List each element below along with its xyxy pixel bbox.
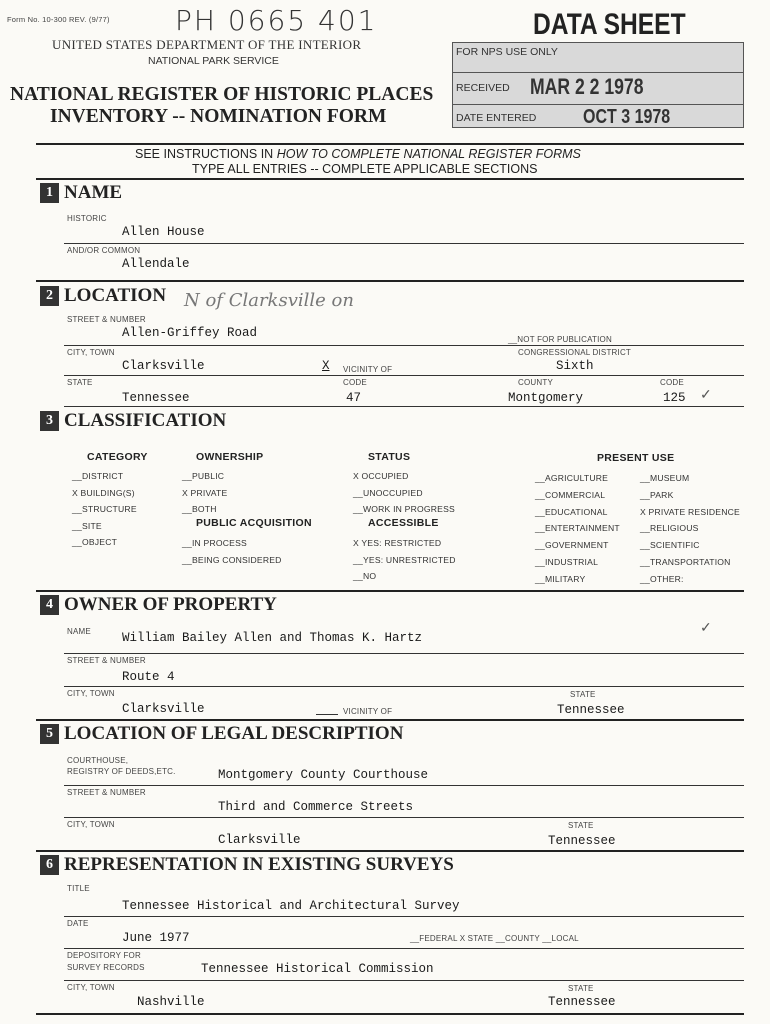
divider bbox=[36, 850, 744, 852]
received-label: RECEIVED bbox=[456, 82, 510, 94]
ownership-options bbox=[182, 468, 227, 518]
common-name-value: Allendale bbox=[122, 257, 190, 271]
instructions-line1: SEE INSTRUCTIONS IN HOW TO COMPLETE NATIONAL REGISTER FORMS bbox=[135, 147, 581, 161]
acquisition-heading: PUBLIC ACQUISITION bbox=[196, 517, 312, 529]
divider bbox=[36, 280, 744, 282]
option: __AGRICULTURE bbox=[535, 473, 609, 483]
status-heading: STATUS bbox=[368, 451, 411, 463]
survey-title-label: TITLE bbox=[67, 884, 90, 893]
county-value: Montgomery bbox=[508, 391, 584, 405]
city-value: Clarksville bbox=[122, 359, 205, 373]
state-code-value: 47 bbox=[346, 391, 362, 405]
date-entered-label: DATE ENTERED bbox=[456, 112, 537, 124]
street-label: STREET & NUMBER bbox=[67, 315, 146, 324]
divider bbox=[36, 1013, 744, 1015]
survey-state-label: STATE bbox=[568, 984, 594, 993]
divider bbox=[36, 143, 744, 145]
field-line bbox=[64, 916, 744, 917]
option: __MUSEUM bbox=[640, 473, 690, 483]
owner-name-value: William Bailey Allen and Thomas K. Hartz bbox=[122, 631, 423, 645]
common-name-label: AND/OR COMMON bbox=[67, 246, 141, 255]
courthouse-label-1: COURTHOUSE, bbox=[67, 756, 129, 765]
checkmark-icon: ✓ bbox=[700, 620, 712, 636]
owner-city-label: CITY, TOWN bbox=[67, 689, 115, 698]
state-label: STATE bbox=[67, 378, 93, 387]
option: __MILITARY bbox=[535, 573, 586, 584]
field-line bbox=[64, 653, 744, 654]
form-title-line2: INVENTORY -- NOMINATION FORM bbox=[50, 106, 387, 127]
historic-name-value: Allen House bbox=[122, 225, 205, 239]
option: __IN PROCESS bbox=[182, 538, 247, 548]
city-label: CITY, TOWN bbox=[67, 348, 115, 357]
option: __RELIGIOUS bbox=[640, 523, 699, 534]
acquisition-options bbox=[182, 535, 282, 568]
survey-levels: __FEDERAL X STATE __COUNTY __LOCAL bbox=[410, 934, 579, 943]
courthouse-label-2: REGISTRY OF DEEDS,ETC. bbox=[67, 767, 176, 776]
instructions-line2: TYPE ALL ENTRIES -- COMPLETE APPLICABLE SECTIONS bbox=[192, 162, 538, 176]
form-number: Form No. 10-300 REV. (9/77) bbox=[7, 15, 110, 24]
option: __NO bbox=[353, 571, 377, 581]
section-4-heading: 4 OWNER OF PROPERTY bbox=[40, 594, 277, 616]
nps-divider bbox=[452, 72, 744, 73]
option: X PRIVATE RESIDENCE bbox=[640, 506, 740, 517]
legal-city-label: CITY, TOWN bbox=[67, 820, 115, 829]
option: __BEING CONSIDERED bbox=[182, 554, 282, 565]
accessible-heading: ACCESSIBLE bbox=[368, 517, 439, 529]
historic-label: HISTORIC bbox=[67, 214, 107, 223]
owner-state-value: Tennessee bbox=[557, 703, 625, 717]
option: X PRIVATE bbox=[182, 487, 228, 498]
owner-street-label: STREET & NUMBER bbox=[67, 656, 146, 665]
option: X OCCUPIED bbox=[353, 471, 409, 481]
state-value: Tennessee bbox=[122, 391, 190, 405]
nps-divider bbox=[452, 104, 744, 105]
ownership-heading: OWNERSHIP bbox=[196, 451, 264, 463]
section-2-heading: 2 LOCATION bbox=[40, 285, 166, 307]
legal-street-label: STREET & NUMBER bbox=[67, 788, 146, 797]
congressional-value: Sixth bbox=[556, 359, 594, 373]
field-line bbox=[64, 345, 744, 346]
depository-label-1: DEPOSITORY FOR bbox=[67, 951, 141, 960]
option: __WORK IN PROGRESS bbox=[353, 504, 455, 514]
vicinity-mark: X bbox=[322, 359, 330, 373]
present-use-col1 bbox=[535, 470, 620, 588]
divider bbox=[36, 590, 744, 592]
section-6-heading: 6 REPRESENTATION IN EXISTING SURVEYS bbox=[40, 854, 454, 876]
accessible-options bbox=[353, 535, 456, 585]
survey-city-label: CITY, TOWN bbox=[67, 983, 115, 992]
department: UNITED STATES DEPARTMENT OF THE INTERIOR bbox=[52, 37, 362, 52]
vicinity-label: VICINITY OF bbox=[343, 365, 393, 374]
depository-label-2: SURVEY RECORDS bbox=[67, 963, 145, 972]
option: __EDUCATIONAL bbox=[535, 506, 608, 517]
street-value: Allen-Griffey Road bbox=[122, 326, 258, 340]
option: X YES: RESTRICTED bbox=[353, 538, 442, 548]
divider bbox=[36, 178, 744, 180]
option: __STRUCTURE bbox=[72, 504, 137, 514]
survey-state-value: Tennessee bbox=[548, 995, 616, 1009]
handwritten-note: N of Clarksville on bbox=[184, 290, 354, 311]
legal-city-value: Clarksville bbox=[218, 833, 301, 847]
survey-date-label: DATE bbox=[67, 919, 89, 928]
option: __INDUSTRIAL bbox=[535, 556, 599, 567]
field-line bbox=[64, 817, 744, 818]
option: __PUBLIC bbox=[182, 471, 225, 481]
section-5-heading: 5 LOCATION OF LEGAL DESCRIPTION bbox=[40, 723, 403, 745]
field-line bbox=[64, 375, 744, 376]
divider bbox=[36, 719, 744, 721]
category-heading: CATEGORY bbox=[87, 451, 148, 463]
owner-vicinity-label: VICINITY OF bbox=[343, 707, 393, 716]
option: __DISTRICT bbox=[72, 471, 124, 481]
option: __PARK bbox=[640, 489, 674, 500]
option: __OBJECT bbox=[72, 537, 118, 547]
owner-city-value: Clarksville bbox=[122, 702, 205, 716]
owner-state-label: STATE bbox=[570, 690, 596, 699]
congressional-label: CONGRESSIONAL DISTRICT bbox=[518, 348, 632, 357]
state-code-label: CODE bbox=[343, 378, 367, 387]
option: __ENTERTAINMENT bbox=[535, 523, 620, 534]
option: __UNOCCUPIED bbox=[353, 487, 423, 498]
county-code-value: 125 bbox=[663, 391, 686, 405]
option: __SITE bbox=[72, 520, 102, 531]
service: NATIONAL PARK SERVICE bbox=[148, 55, 279, 67]
field-line bbox=[64, 243, 744, 244]
field-line bbox=[64, 686, 744, 687]
present-use-col2 bbox=[640, 470, 740, 588]
option: __COMMERCIAL bbox=[535, 489, 606, 500]
option: __OTHER: bbox=[640, 573, 684, 584]
field-line bbox=[64, 785, 744, 786]
survey-city-value: Nashville bbox=[137, 995, 205, 1009]
courthouse-value: Montgomery County Courthouse bbox=[218, 768, 429, 782]
date-entered-stamp: OCT 3 1978 bbox=[583, 106, 671, 128]
status-options bbox=[353, 468, 455, 518]
survey-title-value: Tennessee Historical and Architectural Survey bbox=[122, 899, 460, 913]
vicinity-blank bbox=[316, 714, 338, 715]
owner-name-label: NAME bbox=[67, 627, 91, 636]
nps-box-label: FOR NPS USE ONLY bbox=[456, 46, 558, 58]
section-1-heading: 1 NAME bbox=[40, 182, 122, 204]
option: __BOTH bbox=[182, 504, 217, 514]
not-for-publication: __NOT FOR PUBLICATION bbox=[508, 335, 612, 344]
field-line bbox=[64, 948, 744, 949]
legal-state-label: STATE bbox=[568, 821, 594, 830]
option: __YES: UNRESTRICTED bbox=[353, 554, 456, 565]
category-options bbox=[72, 468, 137, 551]
present-use-heading: PRESENT USE bbox=[597, 452, 675, 464]
form-title-line1: NATIONAL REGISTER OF HISTORIC PLACES bbox=[10, 84, 434, 105]
received-stamp: MAR 2 2 1978 bbox=[530, 74, 644, 99]
survey-date-value: June 1977 bbox=[122, 931, 190, 945]
field-line bbox=[64, 406, 744, 407]
legal-state-value: Tennessee bbox=[548, 834, 616, 848]
option: __GOVERNMENT bbox=[535, 540, 609, 551]
owner-street-value: Route 4 bbox=[122, 670, 175, 684]
depository-value: Tennessee Historical Commission bbox=[201, 962, 434, 976]
option: __SCIENTIFIC bbox=[640, 540, 700, 551]
county-label: COUNTY bbox=[518, 378, 553, 387]
legal-street-value: Third and Commerce Streets bbox=[218, 800, 414, 814]
county-code-label: CODE bbox=[660, 378, 684, 387]
field-line bbox=[64, 980, 744, 981]
section-3-heading: 3 CLASSIFICATION bbox=[40, 410, 226, 432]
sheet-title: DATA SHEET bbox=[533, 8, 686, 41]
option: X BUILDING(S) bbox=[72, 487, 135, 498]
option: __TRANSPORTATION bbox=[640, 556, 731, 567]
handwritten-id: PH 0665 401 bbox=[175, 4, 378, 37]
checkmark-icon: ✓ bbox=[700, 387, 712, 403]
